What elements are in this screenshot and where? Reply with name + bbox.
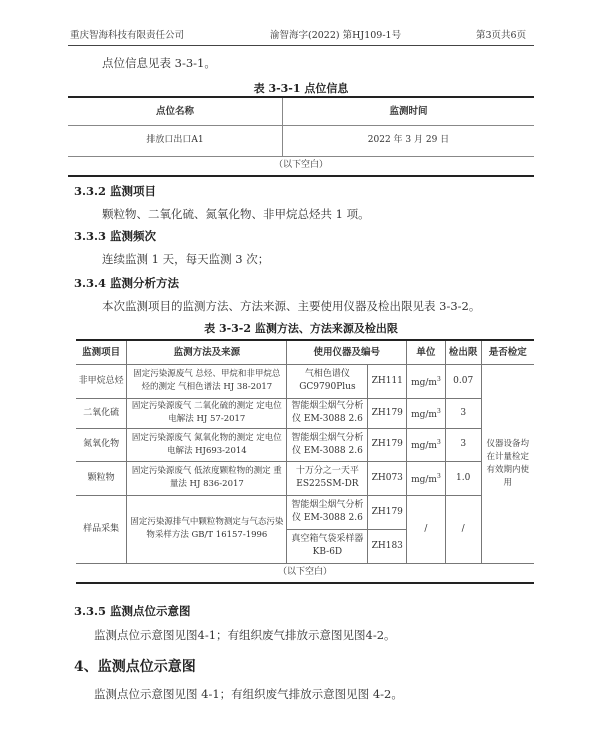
section-3-3-3-text: 连续监测 1 天，每天监测 3 次；: [102, 252, 270, 266]
unit-cell: $mg/m^3$: [407, 461, 446, 495]
code-cell: ZH111: [368, 364, 407, 398]
blank-note: （以下空白）: [68, 156, 534, 176]
unit-cell: $mg/m^3$: [407, 364, 446, 398]
instrument-cell: 智能烟尘烟气分析仪 EM-3088 2.6: [287, 398, 368, 428]
table2-caption: 表 3-3-2 监测方法、方法来源及检出限: [204, 322, 398, 335]
method-cell: 固定污染源排气中颗粒物测定与气态污染物采样方法 GB/T 16157-1996: [127, 495, 287, 563]
section-3-3-4-text: 本次监测项目的监测方法、方法来源、主要使用仪器及检出限见表 3-3-2。: [102, 299, 481, 313]
item-cell: 样品采集: [76, 495, 127, 563]
method-cell: 固定污染源废气 二氧化硫的测定 定电位电解法 HJ 57-2017: [127, 398, 287, 428]
column-header: 监测方法及来源: [127, 340, 287, 364]
table-row: [76, 364, 534, 398]
column-header: 单位: [407, 340, 446, 364]
code-cell: ZH179: [368, 428, 407, 461]
item-cell: 颗粒物: [76, 461, 127, 495]
blank-note: （以下空白）: [76, 563, 534, 583]
item-cell: 氮氧化物: [76, 428, 127, 461]
monitor-date-cell: 2022 年 3 月 29 日: [283, 125, 535, 156]
section-3-3-5-title: 3.3.5 监测点位示意图: [74, 604, 191, 618]
table1-caption: 表 3-3-1 点位信息: [253, 82, 349, 95]
table-row: [76, 495, 534, 529]
header-page-number: 第3页共6页: [476, 30, 527, 41]
section-3-3-3-title: 3.3.3 监测频次: [74, 229, 157, 243]
instrument-cell: 十万分之一天平 ES225SM-DR: [287, 461, 368, 495]
header-rule: [68, 45, 534, 46]
table-row: [76, 428, 534, 461]
column-header: 点位名称: [68, 97, 283, 125]
section-3-3-5-text: 监测点位示意图见图4-1；有组织废气排放示意图见图4-2。: [94, 628, 396, 642]
header-company: 重庆智海科技有限责任公司: [70, 30, 185, 41]
column-header: 监测时间: [283, 97, 535, 125]
instrument-cell: 气相色谱仪 GC9790Plus: [287, 364, 368, 398]
instrument-cell: 真空箱气袋采样器 KB-6D: [287, 529, 368, 563]
unit-cell: $mg/m^3$: [407, 428, 446, 461]
item-cell: 非甲烷总烃: [76, 364, 127, 398]
item-cell: 二氧化硫: [76, 398, 127, 428]
limit-cell: 3: [445, 398, 481, 428]
column-header: 检出限: [445, 340, 481, 364]
table-row: [76, 398, 534, 428]
instrument-cell: 智能烟尘烟气分析仪 EM-3088 2.6: [287, 495, 368, 529]
header-report-number: 渝智海字(2022) 第HJ109-1号: [270, 30, 402, 41]
section-3-3-2-title: 3.3.2 监测项目: [74, 184, 157, 198]
limit-cell: /: [445, 495, 481, 563]
limit-cell: 0.07: [445, 364, 481, 398]
code-cell: ZH179: [368, 495, 407, 529]
code-cell: ZH179: [368, 398, 407, 428]
method-table: [76, 339, 534, 584]
section-4-text: 监测点位示意图见图 4-1；有组织废气排放示意图见图 4-2。: [94, 687, 403, 701]
verification-cell: 仪器设备均在计量检定有效期内使用: [481, 364, 534, 563]
unit-cell: /: [407, 495, 446, 563]
method-cell: 固定污染源废气 总烃、甲烷和非甲烷总烃的测定 气相色谱法 HJ 38-2017: [127, 364, 287, 398]
instrument-cell: 智能烟尘烟气分析仪 EM-3088 2.6: [287, 428, 368, 461]
point-info-table: [68, 96, 534, 177]
code-cell: ZH073: [368, 461, 407, 495]
code-cell: ZH183: [368, 529, 407, 563]
column-header: 是否检定: [481, 340, 534, 364]
section-3-3-2-text: 颗粒物、二氧化硫、氮氧化物、非甲烷总烃共 1 项。: [102, 207, 370, 221]
section-4-title: 4、监测点位示意图: [74, 659, 196, 675]
method-cell: 固定污染源废气 低浓度颗粒物的测定 重量法 HJ 836-2017: [127, 461, 287, 495]
table-row: [76, 461, 534, 495]
unit-cell: $mg/m^3$: [407, 398, 446, 428]
method-cell: 固定污染源废气 氮氧化物的测定 定电位电解法 HJ693-2014: [127, 428, 287, 461]
point-name-cell: 排放口出口A1: [68, 125, 283, 156]
section-3-3-4-title: 3.3.4 监测分析方法: [74, 276, 180, 290]
intro-text: 点位信息见表 3-3-1。: [102, 56, 216, 70]
limit-cell: 3: [445, 428, 481, 461]
column-header: 监测项目: [76, 340, 127, 364]
column-header: 使用仪器及编号: [287, 340, 407, 364]
limit-cell: 1.0: [445, 461, 481, 495]
